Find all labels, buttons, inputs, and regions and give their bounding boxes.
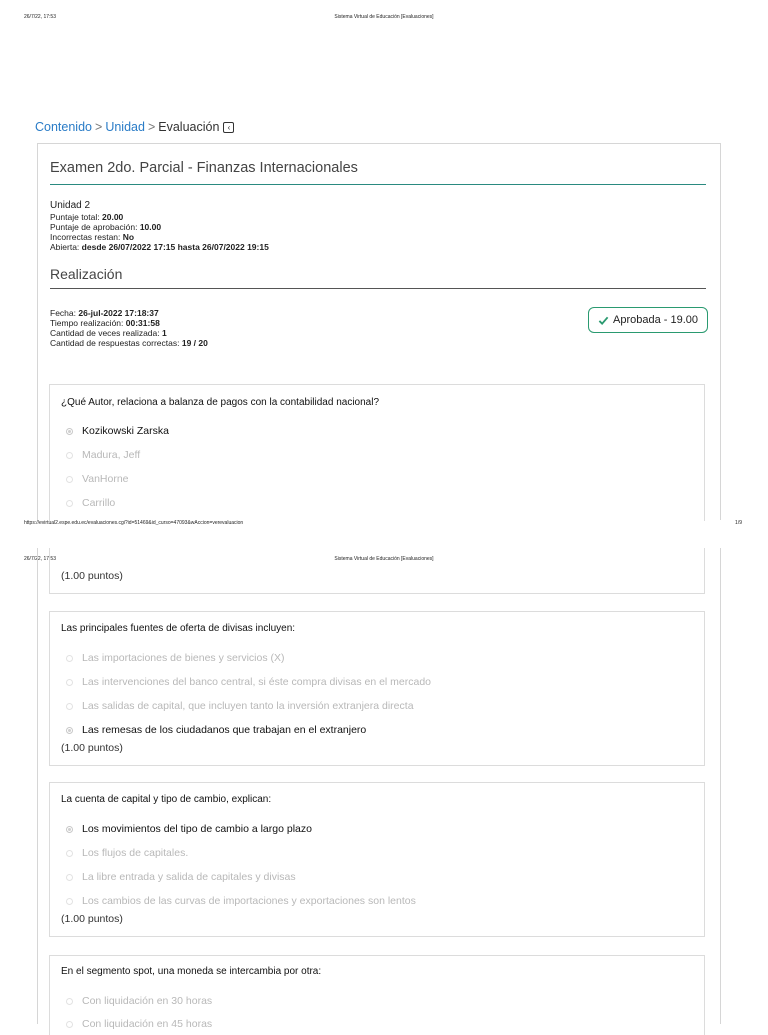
unit-name: Unidad 2	[50, 200, 91, 211]
radio-selected-icon[interactable]	[66, 727, 73, 734]
question-text: Las principales fuentes de oferta de divisas incluyen:	[61, 623, 296, 634]
answer-option[interactable]: La libre entrada y salida de capitales y divisas	[66, 871, 296, 883]
answer-option[interactable]: Los flujos de capitales.	[66, 847, 188, 859]
breadcrumb-separator: >	[95, 120, 103, 134]
print-title: Sistema Virtual de Educación [Evaluaciones]	[334, 14, 434, 20]
radio-icon[interactable]	[66, 850, 73, 857]
question-points: (1.00 puntos)	[61, 742, 123, 754]
question-card	[49, 782, 705, 937]
check-icon	[598, 315, 609, 326]
radio-icon[interactable]	[66, 874, 73, 881]
print-datetime: 26/7/22, 17:53	[24, 14, 56, 20]
answer-option[interactable]: Las salidas de capital, que incluyen tanto la inversión extranjera directa	[66, 700, 414, 712]
question-text: La cuenta de capital y tipo de cambio, explican:	[61, 794, 272, 805]
answer-option[interactable]: VanHorne	[66, 473, 129, 485]
radio-icon[interactable]	[66, 703, 73, 710]
answer-option[interactable]: Kozikowski Zarska	[66, 425, 169, 437]
open-window-row: Abierta: desde 26/07/2022 17:15 hasta 26/07/2022 19:15	[50, 242, 269, 252]
breadcrumb	[35, 120, 234, 134]
duration-row: Tiempo realización: 00:31:58	[50, 318, 160, 328]
radio-icon[interactable]	[66, 998, 73, 1005]
answer-option[interactable]: Con liquidación en 45 horas	[66, 1018, 212, 1030]
question-card	[49, 548, 705, 594]
question-card	[49, 384, 705, 521]
question-text: En el segmento spot, una moneda se intercambia por otra:	[61, 966, 322, 977]
answer-option[interactable]: Carrillo	[66, 497, 115, 509]
radio-selected-icon[interactable]	[66, 428, 73, 435]
print-page-number: 1/9	[735, 520, 742, 526]
print-url: https://evirtual2.espe.edu.ec/evaluaciones.cgi?id=51469&id_curso=47093&wAccion=verevaluacion	[24, 520, 244, 526]
correct-answers-row: Cantidad de respuestas correctas: 19 / 20	[50, 338, 208, 348]
radio-icon[interactable]	[66, 655, 73, 662]
question-card	[49, 955, 705, 1035]
exam-meta	[50, 201, 269, 252]
exam-title: Examen 2do. Parcial - Finanzas Internacionales	[50, 160, 706, 185]
radio-icon[interactable]	[66, 500, 73, 507]
attempts-row: Cantidad de veces realizada: 1	[50, 328, 167, 338]
pass-score-row: Puntaje de aprobación: 10.00	[50, 222, 162, 232]
breadcrumb-contenido-link[interactable]: Contenido	[35, 120, 92, 134]
date-row: Fecha: 26-jul-2022 17:18:37	[50, 308, 159, 318]
question-text: ¿Qué Autor, relaciona a balanza de pagos con la contabilidad nacional?	[61, 397, 380, 408]
answer-option[interactable]: Los movimientos del tipo de cambio a largo plazo	[66, 823, 312, 835]
attempt-details	[50, 308, 208, 348]
question-points: (1.00 puntos)	[61, 570, 123, 582]
radio-icon[interactable]	[66, 452, 73, 459]
radio-icon[interactable]	[66, 476, 73, 483]
radio-icon[interactable]	[66, 898, 73, 905]
answer-option[interactable]: Madura, Jeff	[66, 449, 140, 461]
evaluation-card-continued	[37, 548, 721, 1030]
question-points: (1.00 puntos)	[61, 913, 123, 925]
page-2	[0, 548, 768, 1030]
wrong-penalty-row: Incorrectas restan: No	[50, 232, 135, 242]
answer-option[interactable]: Los cambios de las curvas de importaciones y exportaciones son lentos	[66, 895, 416, 907]
print-title: Sistema Virtual de Educación [Evaluaciones]	[334, 556, 434, 562]
evaluation-card	[37, 143, 721, 520]
radio-icon[interactable]	[66, 1021, 73, 1028]
answer-option[interactable]: Las importaciones de bienes y servicios (X)	[66, 652, 285, 664]
radio-selected-icon[interactable]	[66, 826, 73, 833]
breadcrumb-separator: >	[147, 120, 156, 134]
answer-option[interactable]: Las intervenciones del banco central, si éste compra divisas en el mercado	[66, 676, 431, 688]
breadcrumb-current: Evaluación	[158, 120, 220, 134]
question-card	[49, 611, 705, 766]
answer-option[interactable]: Con liquidación en 30 horas	[66, 995, 212, 1007]
radio-icon[interactable]	[66, 679, 73, 686]
status-badge-label: Aprobada - 19.00	[612, 314, 698, 326]
print-datetime: 26/7/22, 17:53	[24, 556, 56, 562]
total-score-row: Puntaje total: 20.00	[50, 212, 124, 222]
collapse-left-icon[interactable]: ‹	[223, 122, 234, 133]
status-badge	[588, 307, 708, 333]
breadcrumb-unidad-link[interactable]: Unidad	[105, 120, 145, 134]
answer-option[interactable]: Las remesas de los ciudadanos que trabajan en el extranjero	[66, 724, 366, 736]
realizacion-title: Realización	[50, 266, 706, 289]
